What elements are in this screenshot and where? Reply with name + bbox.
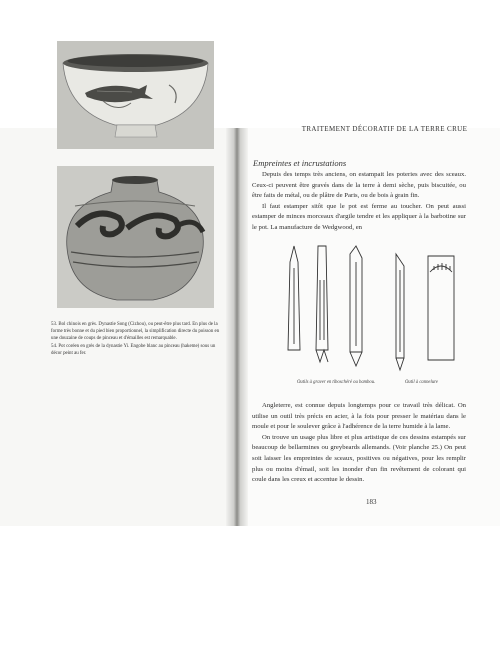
book-gutter — [226, 128, 248, 526]
paragraph: Il faut estamper sitôt que le pot est ferme au toucher. On peut aussi estamper de minces morceaux d'argile tendre et les appliquer à la barbotine sur le pot. La manufacture de Wedgwood, en — [252, 202, 466, 231]
photo-korean-jar — [57, 166, 214, 308]
paragraph: Depuis des temps très anciens, on estampait les poteries avec des sceaux. Ceux-ci peuvent être gravés dans de la terre à demi sèche, puis biscuitée, ou être faits de métal, ou de plâtre de Paris, ou de bois à grain fin. — [252, 171, 466, 200]
photo-captions — [51, 321, 221, 357]
running-head: TRAITEMENT DÉCORATIF DE LA TERRE CRUE — [301, 125, 468, 133]
paragraph: Angleterre, est connue depuis longtemps pour ce travail très délicat. On utilise un outil très précis en acier, à la fois pour presser le matériau dans le moule et pour le soulever grâce à l'adhérence de la terre humide à la lame. — [252, 402, 466, 431]
paragraph: On trouve un usage plus libre et plus artistique de ces dessins estampés sur beaucoup de bellarmines ou greybeards allemands. (Voir planche 25.) On peut soit laisser les empreintes de sceaux, positives ou négatives, pour les remplir plus ou moins d'émail, soit les inonder d'un fin revêtement de colorant qui coule dans les creux et accentue le dessin. — [252, 433, 466, 484]
figure-caption-fluting-tool: Outil à cannelure — [405, 380, 438, 385]
bowl-illustration — [57, 41, 214, 149]
caption-53: 53. Bol chinois en grès. Dynastie Song (Cizhou), ou peut-être plus tard. En plus de la forme très bonne et du pied bien proportionnel, la simplification directe du poisson en une douzaine de coups de pinceau et d'émailles est remarquable. — [51, 322, 220, 341]
photo-chinese-bowl — [57, 41, 214, 149]
body-text-top — [252, 170, 466, 234]
tools-drawing — [278, 240, 468, 390]
tools-figure — [278, 240, 468, 390]
jar-illustration — [57, 166, 214, 308]
section-title: Empreintes et incrustations — [253, 158, 347, 168]
figure-caption-gravers: Outils à graver en tiboschéré ou bambou. — [297, 380, 376, 385]
caption-54: 54. Pot coréen en grès de la dynastie Yi. Engobe blanc au pinceau (hakeme) sous un décor peint au fer. — [51, 343, 216, 356]
page-number: 183 — [366, 498, 377, 506]
body-text-bottom — [252, 401, 466, 486]
